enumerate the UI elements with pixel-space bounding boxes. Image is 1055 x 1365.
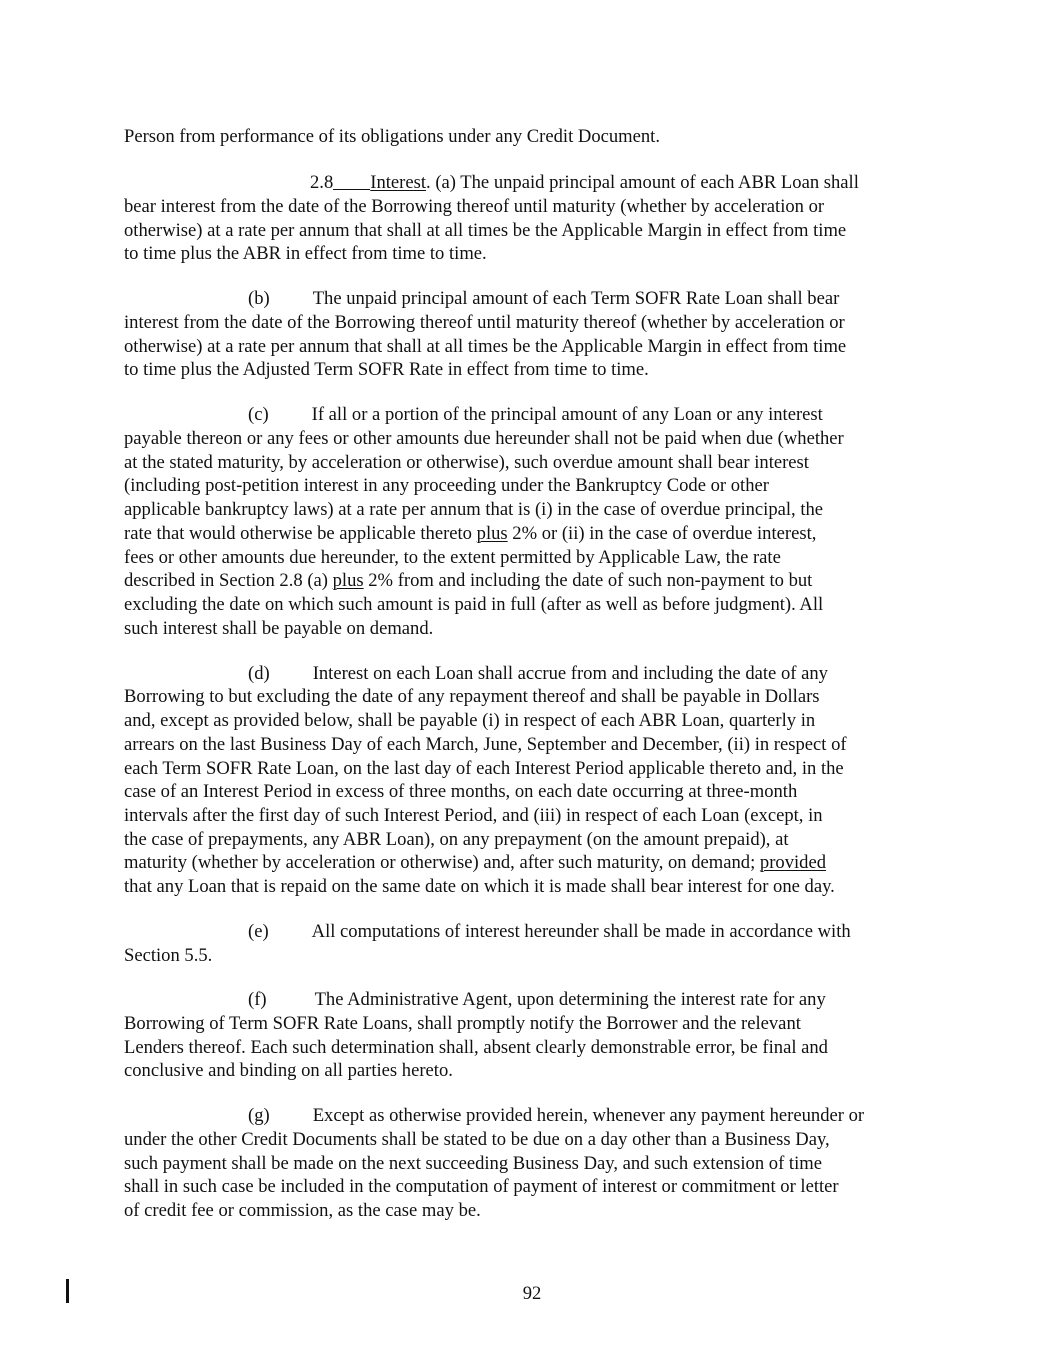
para-f-first-text: The Administrative Agent, upon determining the interest rate for any xyxy=(314,989,826,1010)
para-d-line: the case of prepayments, any ABR Loan), on any prepayment (on the amount prepaid), at xyxy=(124,829,789,850)
para-c-line: applicable bankruptcy laws) at a rate per annum that is (i) in the case of overdue principal, the xyxy=(124,499,824,520)
para-d-line: each Term SOFR Rate Loan, on the last day of each Interest Period applicable thereto and, in the xyxy=(124,758,844,779)
section-number-leader xyxy=(333,171,370,190)
section-number: 2.8 xyxy=(310,172,334,193)
para-b-line: interest from the date of the Borrowing thereof until maturity thereof (whether by acceleration or xyxy=(124,312,845,333)
para-d-line: case of an Interest Period in excess of three months, on each date occurring at three-month xyxy=(124,781,798,802)
para-g-line: under the other Credit Documents shall be stated to be due on a day other than a Business Day, xyxy=(124,1129,830,1150)
para-c-first-line xyxy=(248,403,823,427)
page-number: 92 xyxy=(522,1283,542,1304)
para-f-line: conclusive and binding on all parties hereto. xyxy=(124,1060,453,1081)
section-line: otherwise) at a rate per annum that shall at all times be the Applicable Margin in effect from time xyxy=(124,220,847,241)
section-2-8-first-line xyxy=(310,171,859,195)
para-e-line: Section 5.5. xyxy=(124,945,213,966)
para-f-first-line xyxy=(248,988,826,1012)
para-g-line: such payment shall be made on the next succeeding Business Day, and such extension of time xyxy=(124,1153,822,1174)
para-d-label: (d) xyxy=(248,663,270,684)
para-c-line: described in Section 2.8 (a) plus 2% from and including the date of such non-payment to but xyxy=(124,570,813,591)
para-c-line: (including post-petition interest in any proceeding under the Bankruptcy Code or other xyxy=(124,475,769,496)
para-g-first-line xyxy=(248,1104,864,1128)
para-c-first-text: If all or a portion of the principal amount of any Loan or any interest xyxy=(311,404,823,425)
para-d-line: Borrowing to but excluding the date of any repayment thereof and shall be payable in Dollars xyxy=(124,686,820,707)
provided-underlined: provided xyxy=(759,852,827,873)
section-heading: Interest xyxy=(370,172,427,193)
section-line: to time plus the ABR in effect from time to time. xyxy=(124,243,487,264)
para-c-line: excluding the date on which such amount is paid in full (after as well as before judgment). All xyxy=(124,594,824,615)
para-b-line: otherwise) at a rate per annum that shall at all times be the Applicable Margin in effect from time xyxy=(124,336,847,357)
para-c-line: rate that would otherwise be applicable thereto plus 2% or (ii) in the case of overdue interest, xyxy=(124,523,817,544)
para-f-label: (f) xyxy=(248,989,267,1010)
para-c-line: such interest shall be payable on demand. xyxy=(124,618,434,639)
para-c-line: fees or other amounts due hereunder, to the extent permitted by Applicable Law, the rate xyxy=(124,547,781,568)
para-f-line: Borrowing of Term SOFR Rate Loans, shall promptly notify the Borrower and the relevant xyxy=(124,1013,801,1034)
para-b-label: (b) xyxy=(248,288,270,309)
para-d-first-line xyxy=(248,662,828,686)
section-line: bear interest from the date of the Borrowing thereof until maturity (whether by acceleration or xyxy=(124,196,825,217)
para-d-line: and, except as provided below, shall be payable (i) in respect of each ABR Loan, quarterly in xyxy=(124,710,816,731)
para-e-first-line xyxy=(248,920,851,944)
para-g-label: (g) xyxy=(248,1105,270,1126)
plus-underlined: plus xyxy=(476,523,508,544)
para-b-line: to time plus the Adjusted Term SOFR Rate in effect from time to time. xyxy=(124,359,649,380)
para-f-line: Lenders thereof. Each such determination shall, absent clearly demonstrable error, be final and xyxy=(124,1037,828,1058)
plus-underlined: plus xyxy=(332,570,364,591)
para-g-line: shall in such case be included in the computation of payment of interest or commitment or letter xyxy=(124,1176,839,1197)
section-first-line-text: . (a) The unpaid principal amount of each ABR Loan shall xyxy=(426,172,859,193)
para-d-first-text: Interest on each Loan shall accrue from and including the date of any xyxy=(312,663,828,684)
para-b-first-line xyxy=(248,287,839,311)
para-d-line: that any Loan that is repaid on the same date on which it is made shall bear interest for one day. xyxy=(124,876,835,897)
para-c-line: payable thereon or any fees or other amounts due hereunder shall not be paid when due (whether xyxy=(124,428,844,449)
para-e-first-text: All computations of interest hereunder shall be made in accordance with xyxy=(311,921,851,942)
continuation-line: Person from performance of its obligations under any Credit Document. xyxy=(124,126,660,147)
para-g-line: of credit fee or commission, as the case may be. xyxy=(124,1200,481,1221)
para-c-line: at the stated maturity, by acceleration or otherwise), such overdue amount shall bear interest xyxy=(124,452,809,473)
para-c-label: (c) xyxy=(248,404,269,425)
para-e-label: (e) xyxy=(248,921,269,942)
para-g-first-text: Except as otherwise provided herein, whenever any payment hereunder or xyxy=(312,1105,865,1126)
para-d-line: intervals after the first day of such Interest Period, and (iii) in respect of each Loan (except, in xyxy=(124,805,823,826)
para-b-first-text: The unpaid principal amount of each Term SOFR Rate Loan shall bear xyxy=(312,288,840,309)
para-d-line: arrears on the last Business Day of each March, June, September and December, (ii) in respect of xyxy=(124,734,847,755)
para-d-line: maturity (whether by acceleration or otherwise) and, after such maturity, on demand; provided xyxy=(124,852,827,873)
